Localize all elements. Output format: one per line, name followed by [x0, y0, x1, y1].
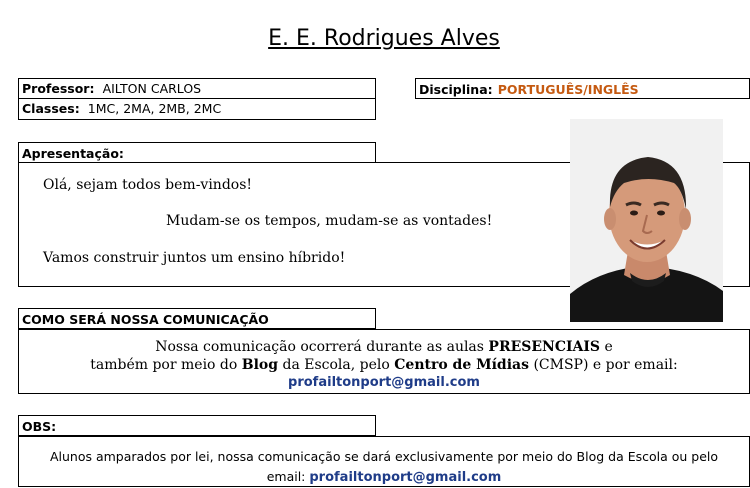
quote-line: Mudam-se os tempos, mudam-se as vontades!	[166, 213, 493, 229]
blog-highlight: Blog	[241, 357, 279, 373]
communication-box	[18, 329, 750, 394]
obs-email-link[interactable]: profailtonport@gmail.com	[309, 470, 502, 485]
greeting-line: Olá, sejam todos bem-vindos!	[43, 177, 253, 193]
classes-row	[19, 99, 375, 118]
discipline-value: PORTUGUÊS/INGLÊS	[497, 82, 639, 97]
obs-line-2	[19, 467, 749, 488]
hybrid-line: Vamos construir juntos um ensino híbrido!	[43, 250, 346, 266]
communication-line-2	[19, 356, 749, 374]
obs-heading: OBS:	[18, 415, 376, 436]
discipline-box	[415, 78, 750, 99]
professor-row	[19, 79, 375, 99]
presentation-heading: Apresentação:	[18, 142, 376, 163]
obs-line-1: Alunos amparados por lei, nossa comunicação se dará exclusivamente por meio do Blog da Escola ou pelo	[49, 449, 719, 464]
communication-text-5: (CMSP) e por email:	[529, 357, 678, 373]
teacher-portrait	[570, 119, 723, 322]
obs-box	[18, 436, 750, 487]
communication-text-2: e	[600, 339, 613, 355]
teacher-info-box	[18, 78, 376, 120]
obs-email-prefix: email:	[266, 469, 310, 484]
discipline-label: Disciplina:	[419, 82, 493, 97]
presencial-highlight: PRESENCIAIS	[488, 339, 601, 355]
centro-midias-highlight: Centro de Mídias	[394, 357, 529, 373]
communication-line-1	[19, 338, 749, 356]
classes-label: Classes:	[22, 101, 80, 116]
professor-label: Professor:	[22, 81, 95, 96]
communication-text-3: também por meio do	[90, 357, 242, 373]
communication-email-link[interactable]: profailtonport@gmail.com	[288, 375, 480, 390]
classes-value: 1MC, 2MA, 2MB, 2MC	[87, 101, 222, 116]
communication-text-1: Nossa comunicação ocorrerá durante as aulas	[155, 339, 489, 355]
school-title: E. E. Rodrigues Alves	[268, 26, 500, 51]
communication-text-4: da Escola, pelo	[278, 357, 395, 373]
communication-heading: COMO SERÁ NOSSA COMUNICAÇÃO	[18, 308, 376, 329]
teacher-photo	[570, 119, 723, 322]
professor-name: AILTON CARLOS	[102, 81, 202, 96]
